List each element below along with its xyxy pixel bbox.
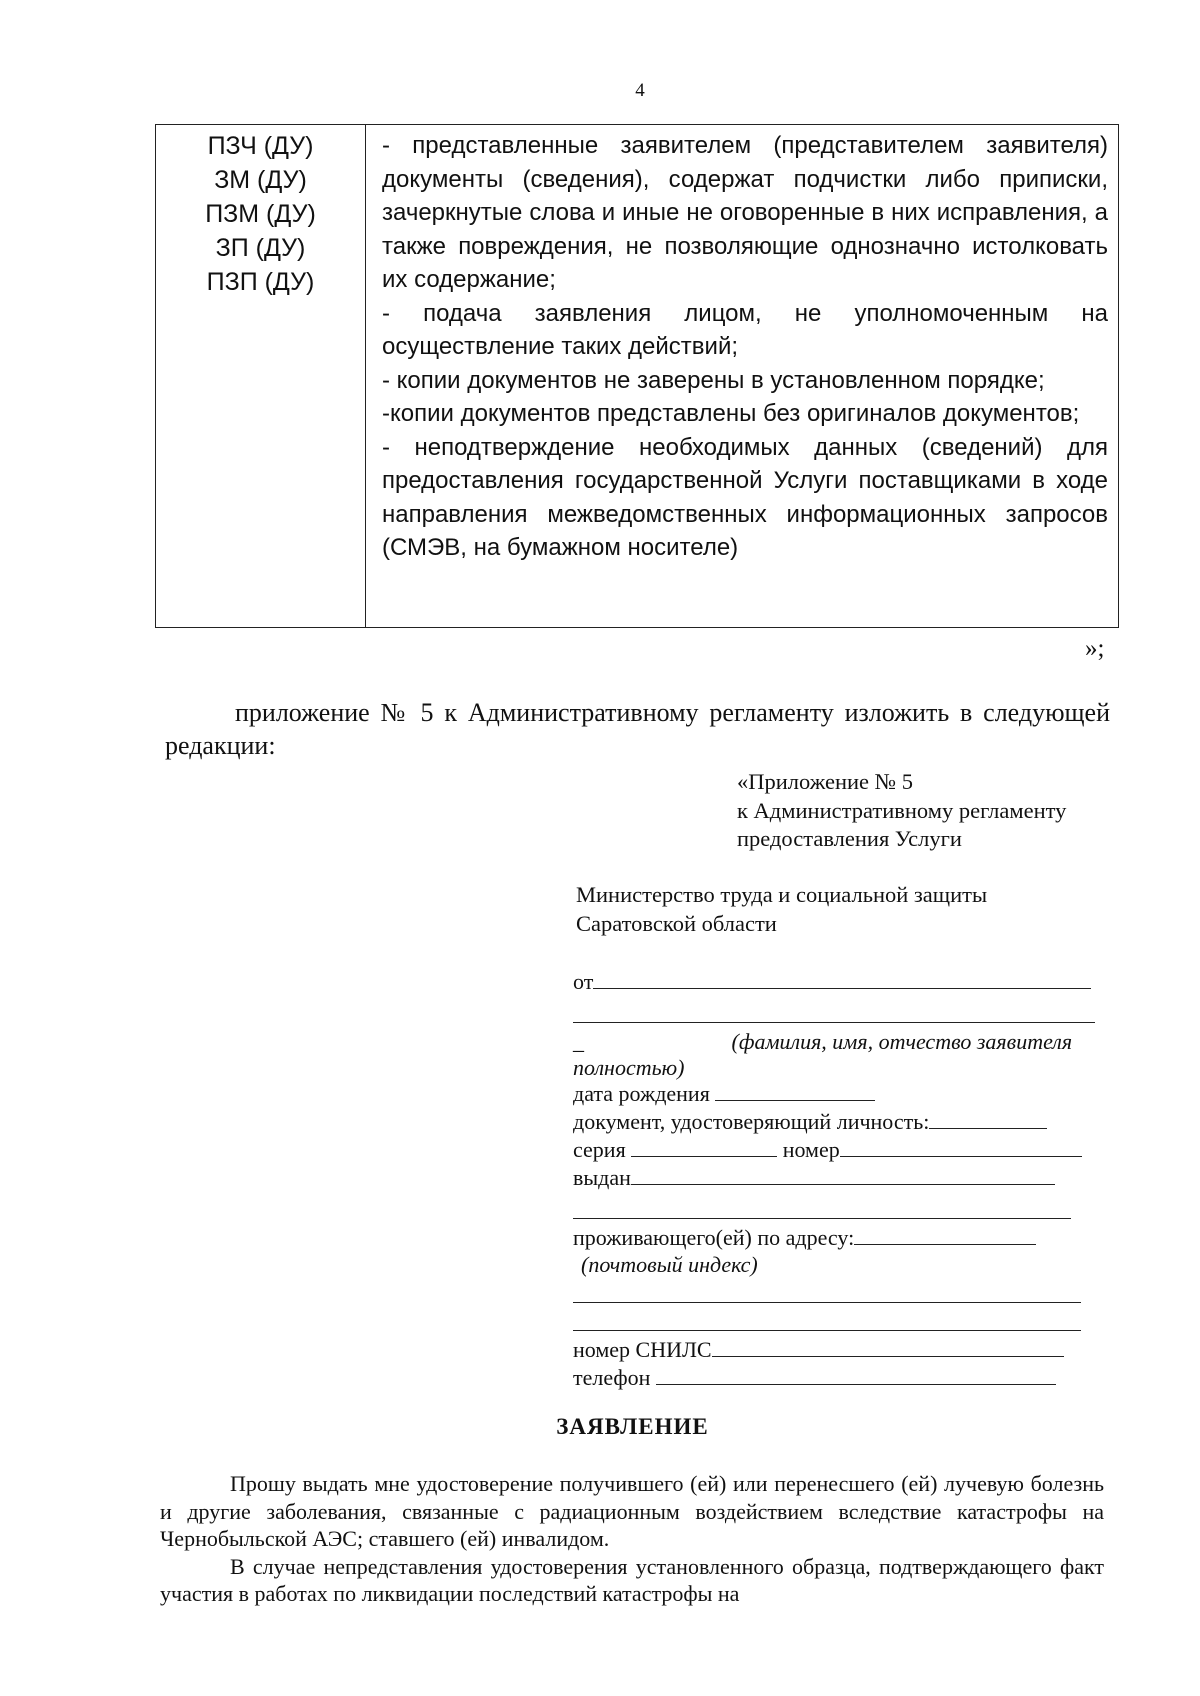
reason-item: - неподтверждение необходимых данных (сведений) для предоставления государственной Услуги поставщиками в ходе направления межведомственных информационных запросов (СМЭВ, на бумажном носителе) — [382, 433, 1108, 561]
statement-paragraph: Прошу выдать мне удостоверение получившего (ей) или перенесшего (ей) лучевую болезнь и другие заболевания, связанные с радиационным воздействием вследствие катастрофы на Чернобыльской АЭС; ставшего (ей) инвалидом. — [160, 1471, 1104, 1551]
statement-body — [160, 1470, 1104, 1608]
from-label: от — [573, 969, 594, 994]
series-field[interactable] — [631, 1136, 777, 1157]
appendix-line: «Приложение № 5 — [737, 769, 913, 794]
snils-row — [573, 1336, 1064, 1363]
address-row — [573, 1224, 1036, 1251]
id-document-row — [573, 1108, 1047, 1135]
birth-date-field[interactable] — [715, 1080, 875, 1101]
codes-cell — [156, 125, 366, 628]
code-item: ПЗЧ (ДУ) — [207, 132, 314, 160]
snils-field[interactable] — [712, 1336, 1064, 1357]
dash-mark: _ — [573, 1029, 584, 1054]
reasons-cell — [366, 125, 1119, 628]
table-row — [156, 125, 1119, 628]
address-field-line[interactable] — [573, 1302, 1081, 1303]
code-item: ЗМ (ДУ) — [214, 166, 307, 194]
phone-field[interactable] — [656, 1364, 1056, 1385]
reason-item: -копии документов представлены без оригиналов документов; — [382, 400, 1080, 427]
refusal-codes-table — [155, 124, 1119, 628]
issued-field-line[interactable] — [573, 1218, 1071, 1219]
from-field[interactable] — [593, 968, 1091, 989]
series-label: серия — [573, 1137, 626, 1162]
statement-heading: ЗАЯВЛЕНИЕ — [556, 1414, 709, 1439]
reason-item: - подача заявления лицом, не уполномоченным на осуществление таких действий; — [382, 299, 1108, 360]
reason-item: - представленные заявителем (представителем заявителя) документы (сведения), содержат подчистки либо приписки, зачеркнутые слова и иные не оговоренные в них исправления, а также повреждения, не позволяющие однозначно истолковать их содержание; — [382, 132, 1108, 293]
name-field-line[interactable] — [573, 1022, 1095, 1023]
id-document-field[interactable] — [929, 1108, 1047, 1129]
number-field[interactable] — [840, 1136, 1082, 1157]
name-hint: (фамилия, имя, отчество заявителя — [731, 1029, 1073, 1054]
address-field-line[interactable] — [573, 1330, 1081, 1331]
issued-field[interactable] — [631, 1164, 1055, 1185]
closing-quote: »; — [1085, 635, 1105, 662]
snils-label: номер СНИЛС — [573, 1337, 712, 1362]
address-label: проживающего(ей) по адресу: — [573, 1225, 855, 1250]
birth-date-label: дата рождения — [573, 1081, 710, 1106]
page-number: 4 — [635, 80, 645, 101]
code-item: ПЗП (ДУ) — [206, 268, 315, 296]
birth-date-row — [573, 1080, 875, 1107]
appendix-line: предоставления Услуги — [737, 826, 962, 851]
postal-index-hint: (почтовый индекс) — [581, 1252, 758, 1277]
name-hint-row — [573, 1028, 1072, 1055]
phone-label: телефон — [573, 1365, 651, 1390]
series-number-row — [573, 1136, 1082, 1163]
addressee-ministry — [576, 880, 987, 938]
address-field[interactable] — [854, 1224, 1036, 1245]
reason-item: - копии документов не заверены в установленном порядке; — [382, 366, 1045, 394]
name-hint-continued: полностью) — [573, 1055, 685, 1080]
ministry-line: Саратовской области — [576, 911, 777, 936]
issued-row — [573, 1164, 1055, 1191]
statement-paragraph: В случае непредставления удостоверения установленного образца, подтверждающего факт участия в работах по ликвидации последствий катастрофы на — [160, 1553, 1104, 1606]
phone-row — [573, 1364, 1056, 1391]
from-row — [573, 968, 1091, 995]
id-document-label: документ, удостоверяющий личность: — [573, 1109, 930, 1134]
number-label: номер — [782, 1137, 840, 1162]
intro-paragraph: приложение № 5 к Административному регламенту изложить в следующей редакции: — [165, 698, 1110, 760]
ministry-line: Министерство труда и социальной защиты — [576, 882, 988, 907]
appendix-header — [737, 768, 1066, 854]
issued-label: выдан — [573, 1165, 631, 1190]
code-item: ПЗМ (ДУ) — [205, 200, 316, 228]
appendix-line: к Административному регламенту — [737, 797, 1067, 823]
code-item: ЗП (ДУ) — [215, 234, 306, 262]
